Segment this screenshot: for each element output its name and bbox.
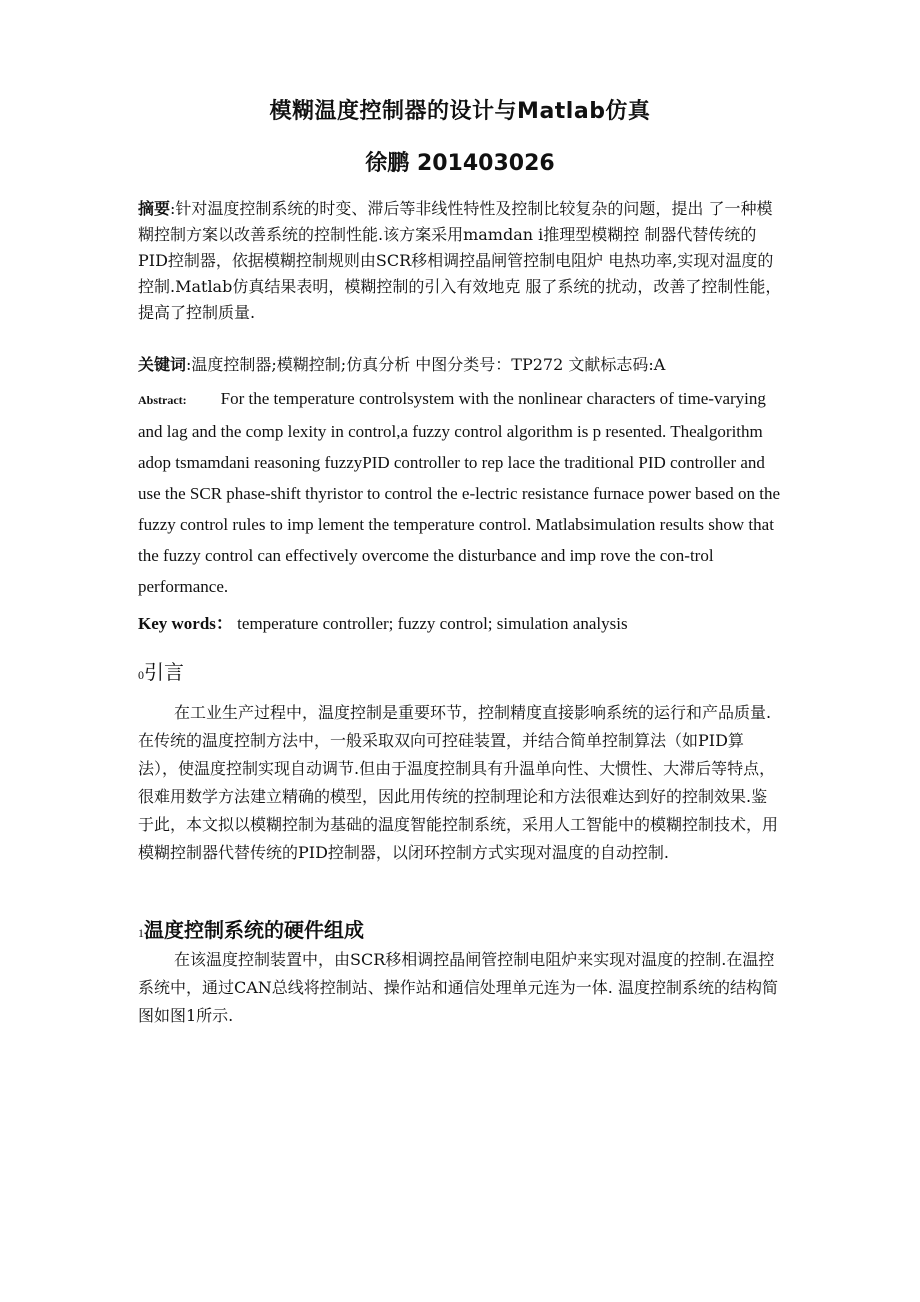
- abstract-cn: [138, 196, 782, 326]
- section-1-number: 1: [138, 926, 144, 940]
- section-1-heading: [138, 914, 364, 943]
- keywords-cn-label: 关键词: [138, 355, 187, 374]
- section-0-number: 0: [138, 668, 144, 682]
- keywords-en: [138, 608, 782, 639]
- abstract-en-text: For the temperature controlsystem with the nonlinear characters of time-varying and lag and the comp lexity in control,a fuzzy control algorithm is p resented. Thealgorithm adop tsmamdani reasoning fuzzyPID controller to rep lace the traditional PID controller and use the SCR phase-shift thyristor to control the e-lectric resistance furnace power based on the fuzzy control rules to imp lement the temperature control. Matlabsimulation results show that the fuzzy control can effectively overcome the disturbance and imp rove the con-trol performance.: [138, 389, 781, 596]
- author-line: 徐鹏 201403026: [365, 151, 555, 176]
- keywords-cn: [138, 352, 782, 378]
- section-0-paragraph: 在工业生产过程中，温度控制是重要环节，控制精度直接影响系统的运行和产品质量.在传统的温度控制方法中，一般采取双向可控硅装置，并结合简单控制算法（如PID算法），使温度控制实现自动调节.但由于温度控制具有升温单向性、大惯性、大滞后等特点，很难用数学方法建立精确的模型，因此用传统的控制理论和方法很难达到好的控制效果.鉴于此，本文拟以模糊控制为基础的温度智能控制系统，采用人工智能中的模糊控制技术，用模糊控制器代替传统的PID控制器，以闭环控制方式实现对温度的自动控制.: [138, 703, 779, 862]
- abstract-en-label: Abstract:: [138, 393, 187, 407]
- keywords-cn-text: :温度控制器;模糊控制;仿真分析 中图分类号：TP272 文献标志码:A: [186, 355, 666, 374]
- paper-title: 模糊温度控制器的设计与Matlab仿真: [269, 99, 651, 124]
- section-0-heading: [138, 656, 184, 685]
- abstract-en: [138, 383, 782, 602]
- section-1-title: 温度控制系统的硬件组成: [144, 918, 364, 942]
- keywords-en-text: temperature controller; fuzzy control; simulation analysis: [237, 614, 628, 633]
- abstract-cn-text: :针对温度控制系统的时变、滞后等非线性特性及控制比较复杂的问题，提出 了一种模糊控制方案以改善系统的控制性能.该方案采用mamdan i推理型模糊控 制器代替传统的PID控制器，依据模糊控制规则由SCR移相调控晶闸管控制电阻炉 电热功率,实现对温度的控制.Matlab仿真结果表明，模糊控制的引入有效地克 服了系统的扰动，改善了控制性能，提高了控制质量.: [138, 199, 782, 322]
- section-0-title: 引言: [144, 660, 184, 684]
- abstract-cn-label: 摘要: [138, 199, 171, 218]
- section-1-paragraph: 在该温度控制装置中，由SCR移相调控晶闸管控制电阻炉来实现对温度的控制.在温控系统中，通过CAN总线将控制站、操作站和通信处理单元连为一体. 温度控制系统的结构简图如图1所示.: [138, 950, 778, 1025]
- keywords-en-label: Key words：: [138, 614, 233, 633]
